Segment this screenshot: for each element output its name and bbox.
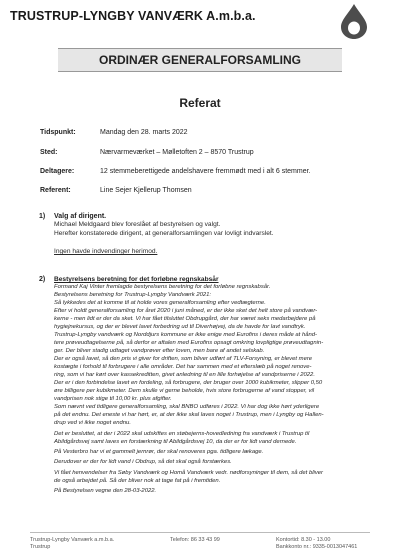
text-line: vandprisen nok stige til 10,00 kr. plus afgifter. [54, 396, 172, 402]
info-value: Mandag den 28. marts 2022 [100, 129, 188, 136]
text-line: kerne - men lidt er der da sket. Vi har fået tilsluttet Obdrupgård, der har været seks medarbejdere på [54, 316, 316, 322]
text-line: Michael Meldgaard blev foreslået af bestyrelsen og valgt. [54, 221, 221, 228]
text-line: På Bestyrelsen vegne den 28-03-2022. [54, 488, 157, 494]
info-value: 12 stemmeberettigede andelshavere fremmødt med i alt 6 stemmer. [100, 168, 311, 175]
text-line: Trustrup-Lyngby vandværk og Norddjurs kommune er ikke enige med Eurofins i deres måde at hånd- [54, 332, 318, 338]
footer-address-city: Trustrup [30, 544, 51, 550]
text-line: Bestyrelsens beretning for Trustrup-Lyngby Vandværk 2021: [54, 292, 212, 298]
text-line: Der er i den forbindelse lavet en fordeling, så forbrugere, der bruger over 1000 kubikmeter, slipper 0,50 [54, 380, 323, 386]
footer-phone: Telefon: 86 33 43 99 [170, 537, 220, 543]
item-number: 2) [39, 276, 46, 283]
text-line: Formand Kaj Vinter fremlagde bestyrelsens beretning for det forløbne regnskabsår. [54, 284, 271, 290]
text-line: Vi fået henvendelser fra Søby Vandværk og Homå Vandværk vedr. nødforsyninger til dem, så det bliver [54, 470, 324, 476]
text-line: Det er besluttet, at der i 2022 skal udskiftes en støbejerns-hovedledning fra vandværk i Trustrup til [54, 431, 310, 437]
text-line: de også arbejdet på. Så der bliver nok at tage fat på i fremtiden. [54, 478, 221, 484]
info-label: Sted: [40, 149, 58, 156]
text-line: hygiejnekursus, og der er blevet lavet forbedring ud til Diverhøjvej, da de havde for lavt vandtryk. [54, 324, 306, 330]
text-line: Derudover er der for lidt vand i Obdrup, så det skal også forstærkes. [54, 459, 232, 465]
footer-divider [30, 532, 370, 533]
org-name: TRUSTRUP-LYNGBY VANVÆRK A.m.b.a. [10, 9, 256, 23]
info-value: Line Sejer Kjellerup Thomsen [100, 187, 192, 194]
info-value: Nærvarmeværket – Mølletoften 2 – 8570 Trustrup [100, 149, 254, 156]
text-line: Efter vi holdt generalforsamling for året 2020 i juni måned, er der ikke sket det helt store på vandvær- [54, 308, 318, 314]
text-line: kostægte i forhold til forbrugere i alle områder. Det har sammen med et efterslæb på noget renove- [54, 364, 312, 370]
text-line: ger. Der bliver stadig udtaget vandprøver efter loven, men bare af andet selskab. [54, 348, 265, 354]
text-line: på det endnu. Det eneste vi har hørt, er, at der ikke skal laves noget i Trustrup, men i Lyngby og Hallen- [54, 412, 324, 418]
footer-bank: Bankkonto nr.: 9335-0013047461 [276, 544, 358, 550]
footer-hours: Kontortid: 8.30 - 13.00 [276, 537, 331, 543]
item-heading: Valg af dirigent. [54, 213, 107, 220]
text-line: På Vesterbro har vi et gammelt jernrør, der skal renoveres pga. tidligere lækage. [54, 449, 264, 455]
text-line: tere prøveudtagelserne på, så derfor er aftalen med Eurofins opsagt omkring lovpligtige prøveudtagnin- [54, 340, 324, 346]
text-line: ring, som vi har kørt over kassekreditten, givet anledning til en lille forhøjelse af vandpriserne i 2022. [54, 372, 315, 378]
item-note: Ingen havde indvendinger herimod. [54, 248, 158, 255]
text-line: drup ved vi ikke noget endnu. [54, 420, 131, 426]
info-label: Referent: [40, 187, 71, 194]
text-line: Som nævnt ved tidligere generalforsamling, skal BNBO udføres i 2022. Vi har dog ikke hørt yderligere [54, 404, 320, 410]
text-line: Der er også lavet, så den pris vi giver for driften, som bliver udført af TLV-Forsyning, er blevet mere [54, 356, 313, 362]
text-line: øre billigere per kubikmeter. Dem skulle vi gerne beholde, hvis store forbrugerne af vand stopper, vil [54, 388, 315, 394]
water-drop-icon [336, 2, 372, 40]
text-line: Herefter konstaterede dirigent, at generalforsamlingen var lovligt indvarslet. [54, 230, 274, 237]
item-number: 1) [39, 213, 46, 220]
info-label: Tidspunkt: [40, 129, 76, 136]
text-line: Abildgårdsvej samt laves en forstærkning til Abildgårdsvej 10, da der er for lidt vand dernede. [54, 439, 297, 445]
item-heading: Bestyrelsens beretning for det forløbne regnskabsår [54, 276, 219, 283]
footer-address: Trustrup-Lyngby Vanværk a.m.b.a. [30, 537, 115, 543]
document-title: ORDINÆR GENERALFORSAMLING [58, 48, 342, 72]
text-line: Så lykkedes det at komme til at holde vores generalforsamling efter vedtægterne. [54, 300, 266, 306]
info-label: Deltagere: [40, 168, 75, 175]
document-subtitle: Referat [179, 96, 221, 110]
